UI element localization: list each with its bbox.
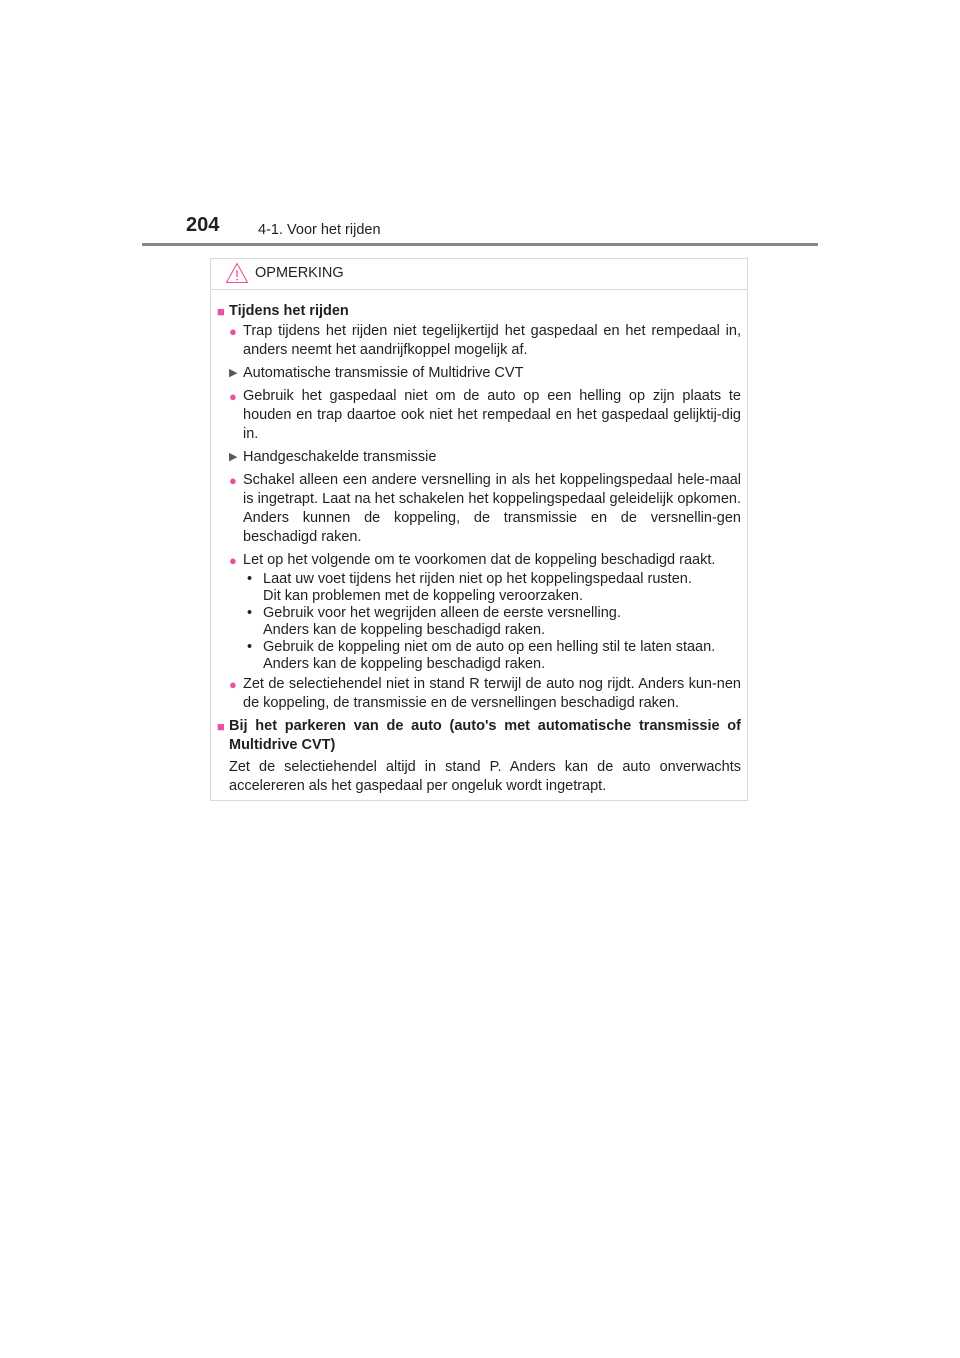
sub-item-text: Dit kan problemen met de koppeling veroorzaken. — [263, 588, 583, 604]
sub-list-item — [243, 639, 741, 656]
list-item — [229, 322, 741, 360]
pink-circle-icon: ● — [229, 677, 237, 692]
list-item — [229, 471, 741, 547]
section-paragraph: Zet de selectiehendel altijd in stand P. Anders kan de auto onverwachts accelereren als het gaspedaal per ongeluk wordt ingetrapt. — [229, 759, 741, 794]
sub-list-item — [243, 588, 741, 605]
list-item — [229, 551, 741, 570]
small-bullet-icon: • — [247, 639, 253, 655]
list-item-text: Schakel alleen een andere versnelling in als het koppelingspedaal hele-maal is ingetrapt. Laat na het schakelen het koppelingspedaal geleidelijk opkomen. Anders kunnen de koppeling, de transmissie en de versnellin-gen beschadigd raken. — [243, 472, 741, 545]
caution-body — [211, 290, 747, 796]
list-item-text: Zet de selectiehendel niet in stand R terwijl de auto nog rijdt. Anders kun-nen de koppeling, de transmissie en de versnellingen beschadigd raken. — [243, 676, 741, 711]
header-rule — [142, 243, 818, 246]
small-bullet-icon: • — [247, 605, 253, 621]
sub-list-item — [243, 571, 741, 588]
pink-circle-icon: ● — [229, 389, 237, 404]
pink-square-icon: ■ — [217, 719, 225, 734]
caution-header — [211, 259, 747, 290]
section-heading-text: Tijdens het rijden — [229, 303, 349, 319]
page-number: 204 — [186, 214, 220, 236]
sub-item-text: Anders kan de koppeling beschadigd raken. — [263, 622, 546, 638]
triangle-right-icon: ▶ — [229, 367, 238, 379]
pink-circle-icon: ● — [229, 324, 237, 339]
pink-circle-icon: ● — [229, 553, 237, 568]
small-bullet-icon: • — [247, 571, 253, 587]
sub-item-text: Laat uw voet tijdens het rijden niet op het koppelingspedaal rusten. — [263, 571, 692, 587]
pink-square-icon: ■ — [217, 304, 225, 319]
list-item-text: Trap tijdens het rijden niet tegelijkertijd het gaspedaal en het rempedaal in, anders neemt het aandrijfkoppel mogelijk af. — [243, 323, 741, 358]
section-title: 4-1. Voor het rijden — [258, 222, 381, 238]
list-item-text: Gebruik het gaspedaal niet om de auto op een helling op zijn plaats te houden en trap daartoe ook niet het rempedaal en het gaspedaal gelijktij-dig in. — [243, 388, 741, 442]
section-heading-text: Bij het parkeren van de auto (auto's met automatische transmissie of Multidrive CVT) — [229, 718, 741, 753]
condition-text: Handgeschakelde transmissie — [243, 449, 437, 465]
caution-title: OPMERKING — [255, 265, 344, 281]
sub-item-text: Gebruik de koppeling niet om de auto op een helling stil te laten staan. — [263, 639, 716, 655]
sub-item-text: Gebruik voor het wegrijden alleen de eerste versnelling. — [263, 605, 621, 621]
condition-label — [229, 448, 741, 467]
sub-list-item — [243, 622, 741, 639]
caution-box — [210, 258, 748, 801]
sub-list-item — [243, 605, 741, 622]
list-item-text: Let op het volgende om te voorkomen dat de koppeling beschadigd raakt. — [243, 552, 716, 568]
list-item — [229, 387, 741, 444]
condition-text: Automatische transmissie of Multidrive CVT — [243, 365, 524, 381]
pink-circle-icon: ● — [229, 473, 237, 488]
condition-label — [229, 364, 741, 383]
triangle-right-icon: ▶ — [229, 451, 238, 463]
sub-item-text: Anders kan de koppeling beschadigd raken. — [263, 656, 546, 672]
section-heading — [217, 302, 741, 321]
section-heading — [217, 717, 741, 755]
sub-list — [243, 571, 741, 673]
list-item — [229, 675, 741, 713]
warning-triangle-icon — [225, 262, 249, 284]
sub-list-item — [243, 656, 741, 673]
